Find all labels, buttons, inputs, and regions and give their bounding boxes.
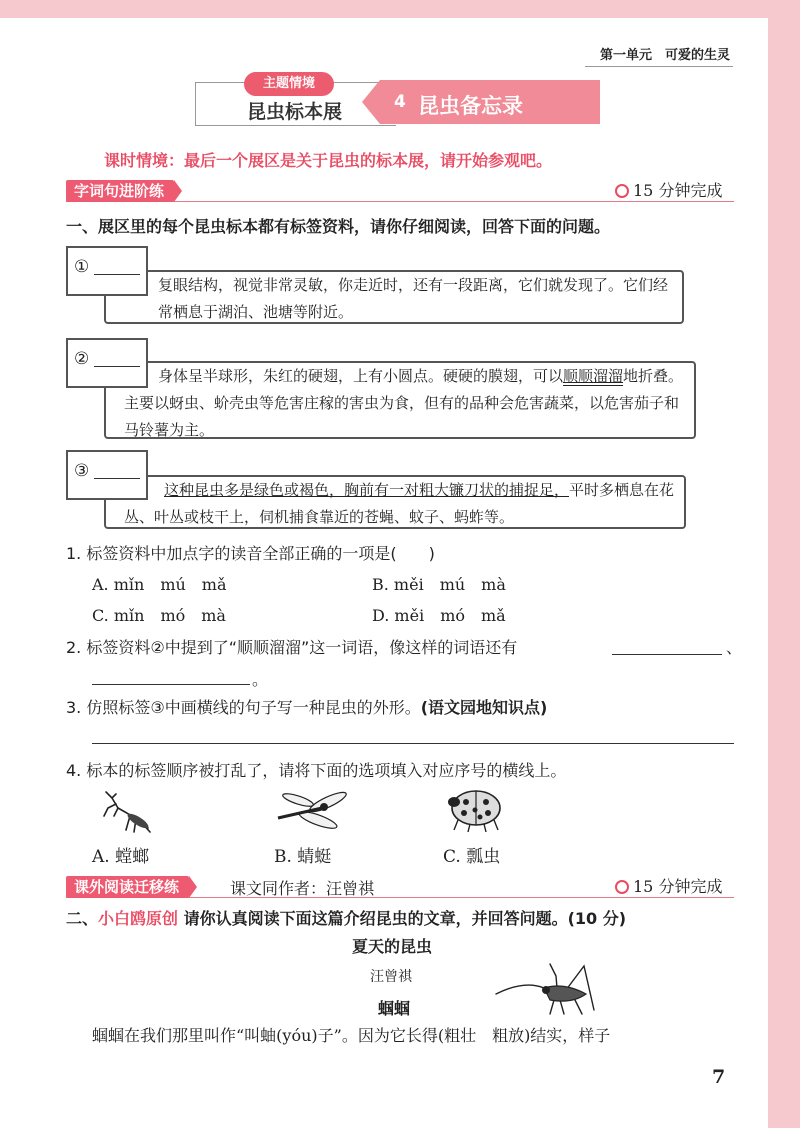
section2-timer: 15 分钟完成 [615, 874, 722, 897]
label-2-text: 身体呈半球形，朱红的硬翅，上有小圆点。硬硬的膜翅，可以顺顺溜溜地折叠。主要以蚜虫、蚧壳虫等危害庄稼的害虫为食，但有的品种会危害蔬菜，以危害茄子和马铃薯为主。 [124, 367, 684, 439]
label-card-3 [104, 475, 686, 529]
q2-text: 2. 标签资料②中提到了“顺顺溜溜”这一词语，像这样的词语还有 [66, 638, 518, 657]
section1-timer: 15 分钟完成 [615, 178, 722, 201]
q2-end: 。 [252, 670, 269, 689]
q2-separator: 、 [726, 638, 743, 657]
label-1-text: 复眼结构，视觉非常灵敏，你走近时，还有一段距离，它们就发现了。它们经常栖息于湖泊、池塘等附近。 [158, 276, 669, 321]
q1-option-b[interactable]: B. měi mú mà [372, 575, 506, 594]
question2-heading: 二、小白鸥原创 请你认真阅读下面这篇介绍昆虫的文章，并回答问题。(10 分) [66, 909, 627, 928]
label-2-blank[interactable] [94, 366, 140, 367]
page-number: 7 [712, 1066, 726, 1088]
q2-blank-2[interactable] [92, 684, 250, 685]
label-3-text: 这种昆虫多是绿色或褐色，胸前有一对粗大镰刀状的捕捉足，平时多栖息在花丛、叶丛或枝干上，伺机捕食靠近的苍蝇、蚊子、蚂蚱等。 [124, 481, 675, 526]
unit-header: 第一单元 可爱的生灵 [599, 48, 730, 63]
insect-a-label: A. 螳螂 [92, 847, 150, 867]
clock-icon [615, 184, 629, 198]
mantis-illustration [98, 786, 162, 836]
label-card-1 [104, 270, 684, 324]
q2-blank-1[interactable] [612, 654, 722, 655]
q1-option-c[interactable]: C. mǐn mó mà [92, 606, 226, 625]
lesson-scene: 课时情境：最后一个展区是关于昆虫的标本展，请开始参观吧。 [104, 151, 553, 170]
question1-heading: 一、展区里的每个昆虫标本都有标签资料，请你仔细阅读，回答下面的问题。 [66, 217, 611, 236]
insect-c-label: C. 瓢虫 [443, 847, 501, 867]
q1-text: 1. 标签资料中加点字的读音全部正确的一项是( ) [66, 544, 435, 563]
label-3-number: ③ [74, 461, 90, 481]
label-tag-1 [66, 246, 148, 296]
q4-text: 4. 标本的标签顺序被打乱了，请将下面的选项填入对应序号的横线上。 [66, 761, 567, 780]
clock-icon [615, 880, 629, 894]
lesson-title: 昆虫备忘录 [418, 94, 523, 118]
section2-tag: 课外阅读迁移练 [66, 876, 189, 898]
label-1-number: ① [74, 257, 90, 277]
theme-title: 昆虫标本展 [247, 101, 343, 123]
label-tag-3 [66, 450, 148, 500]
insect-b-label: B. 蜻蜓 [274, 847, 332, 867]
dragonfly-illustration [274, 790, 354, 832]
q3-answer-line[interactable] [92, 743, 734, 744]
header-divider [585, 66, 733, 67]
lesson-number: 4 [394, 92, 406, 112]
label-2-marked-word: 顺顺溜溜 [563, 367, 624, 385]
q3-text: 3. 仿照标签③中画横线的句子写一种昆虫的外形。(语文园地知识点) [66, 698, 548, 717]
ladybug-illustration [444, 786, 508, 834]
article-body: 蝈蝈在我们那里叫作“叫蚰(yóu)子”。因为它长得(粗壮 粗放)结实，样子 [92, 1026, 611, 1045]
label-tag-2 [66, 338, 148, 388]
label-3-blank[interactable] [94, 478, 140, 479]
page-edge-top [0, 0, 800, 18]
article-title: 夏天的昆虫 [352, 937, 433, 956]
original-tag: 小白鸥原创 [98, 909, 179, 928]
article-subtitle: 蝈蝈 [378, 999, 411, 1018]
section2-author-note: 课文同作者：汪曾祺 [230, 879, 375, 898]
section1-tag: 字词句进阶练 [66, 180, 174, 202]
article-author: 汪曾祺 [370, 969, 412, 985]
q3-hint: (语文园地知识点) [420, 698, 548, 717]
page-edge-right [768, 0, 800, 1128]
label-1-blank[interactable] [94, 274, 140, 275]
label-2-number: ② [74, 349, 90, 369]
theme-pill: 主题情境 [244, 72, 334, 96]
katydid-illustration [494, 960, 614, 1018]
q1-option-a[interactable]: A. mǐn mú mǎ [92, 575, 227, 594]
label-card-2 [104, 361, 696, 439]
q1-option-d[interactable]: D. měi mó mǎ [372, 606, 506, 625]
